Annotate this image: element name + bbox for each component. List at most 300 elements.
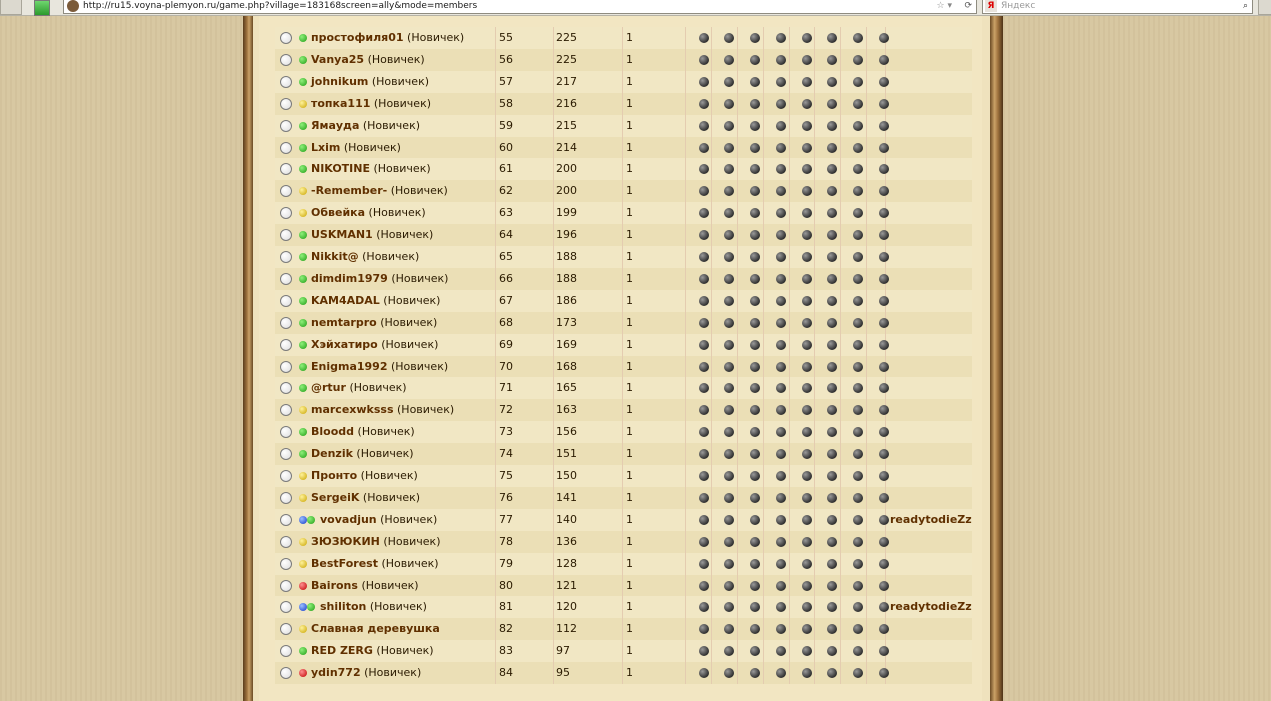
- member-select-radio[interactable]: [280, 207, 292, 219]
- column-separator: [789, 575, 790, 597]
- permission-dot-icon: [853, 143, 863, 153]
- status-yellow-icon: [299, 625, 307, 633]
- player-name-link[interactable]: Ямауда: [311, 118, 360, 132]
- permission-dot-icon: [853, 208, 863, 218]
- member-select-radio[interactable]: [280, 339, 292, 351]
- member-select-radio[interactable]: [280, 273, 292, 285]
- column-separator: [737, 399, 738, 421]
- permission-dot-icon: [776, 143, 786, 153]
- column-separator: [840, 290, 841, 312]
- member-select-radio[interactable]: [280, 667, 292, 679]
- permission-dot-icon: [724, 427, 734, 437]
- player-place: 74: [499, 447, 513, 461]
- column-separator: [737, 246, 738, 268]
- member-row: [275, 399, 972, 421]
- player-name-link[interactable]: @rtur: [311, 381, 346, 395]
- permission-dot-icon: [776, 230, 786, 240]
- status-green-icon: [299, 647, 307, 655]
- permission-dot-icon: [827, 186, 837, 196]
- player-villages: 1: [626, 622, 633, 636]
- permission-dot-icon: [776, 405, 786, 415]
- permission-dot-icon: [699, 602, 709, 612]
- player-name-cell: [311, 49, 425, 71]
- column-separator: [711, 465, 712, 487]
- column-separator: [840, 531, 841, 553]
- permission-dot-icon: [802, 405, 812, 415]
- player-rank: (Новичек): [377, 556, 439, 570]
- player-name-link[interactable]: shiliton: [320, 600, 367, 614]
- permission-dot-icon: [827, 340, 837, 350]
- column-separator: [495, 180, 496, 202]
- player-place: 75: [499, 469, 513, 482]
- player-name-cell: [311, 487, 420, 509]
- player-name-cell: [311, 553, 439, 575]
- permission-dot-icon: [699, 537, 709, 547]
- permission-dot-icon: [724, 274, 734, 284]
- member-row: [275, 224, 972, 246]
- column-separator: [789, 224, 790, 246]
- player-name-link[interactable]: Bairons: [311, 578, 358, 592]
- column-separator: [553, 531, 554, 553]
- player-rank: (Новичек): [368, 74, 429, 88]
- column-separator: [711, 618, 712, 640]
- permission-dot-icon: [827, 208, 837, 218]
- column-separator: [553, 180, 554, 202]
- player-rank: (Новичек): [364, 52, 425, 66]
- column-separator: [553, 290, 554, 312]
- column-separator: [622, 115, 623, 137]
- player-villages: 1: [626, 403, 633, 417]
- column-separator: [495, 246, 496, 268]
- column-separator: [789, 509, 790, 531]
- permission-dot-icon: [724, 99, 734, 109]
- column-separator: [737, 137, 738, 159]
- column-separator: [495, 487, 496, 509]
- column-separator: [840, 49, 841, 71]
- search-icon[interactable]: ⌕: [1242, 1, 1248, 11]
- permission-dot-icon: [879, 493, 889, 503]
- player-villages: 1: [626, 666, 633, 680]
- column-separator: [495, 575, 496, 597]
- player-name-link[interactable]: ЗЮЗЮКИН: [311, 534, 380, 548]
- column-separator: [866, 334, 867, 356]
- player-name-link[interactable]: vovadjun: [320, 512, 377, 526]
- player-points: 199: [556, 206, 577, 220]
- member-select-radio[interactable]: [280, 514, 292, 526]
- permission-dot-icon: [776, 99, 786, 109]
- permission-dot-icon: [853, 274, 863, 284]
- column-separator: [814, 268, 815, 290]
- player-points: 97: [556, 644, 570, 658]
- player-name-link[interactable]: Bloodd: [311, 425, 355, 439]
- player-name-link[interactable]: NIKOTINE: [311, 162, 370, 176]
- status-yellow-icon: [299, 560, 307, 568]
- column-separator: [495, 531, 496, 553]
- column-separator: [553, 202, 554, 224]
- column-separator: [553, 137, 554, 159]
- player-name-link[interactable]: RED ZERG: [311, 644, 373, 658]
- column-separator: [866, 421, 867, 443]
- player-rank: (Новичек): [360, 666, 422, 680]
- column-separator: [789, 49, 790, 71]
- player-rank: (Новичек): [393, 403, 455, 417]
- column-separator: [840, 399, 841, 421]
- column-separator: [711, 312, 712, 334]
- permission-dot-icon: [776, 559, 786, 569]
- column-separator: [737, 268, 738, 290]
- permission-dot-icon: [724, 471, 734, 481]
- column-separator: [866, 137, 867, 159]
- column-separator: [763, 290, 764, 312]
- member-select-radio[interactable]: [280, 426, 292, 438]
- player-place: 62: [499, 184, 513, 198]
- permission-dot-icon: [699, 427, 709, 437]
- player-villages: 1: [626, 293, 633, 307]
- permission-dot-icon: [853, 515, 863, 525]
- column-separator: [763, 399, 764, 421]
- permission-dot-icon: [853, 121, 863, 131]
- column-separator: [622, 71, 623, 93]
- reload-icon[interactable]: ⟳: [964, 1, 972, 11]
- permission-dot-icon: [750, 537, 760, 547]
- player-rank: (Новичек): [372, 644, 434, 658]
- column-separator: [866, 115, 867, 137]
- permission-dot-icon: [750, 449, 760, 459]
- column-separator: [711, 443, 712, 465]
- column-separator: [553, 246, 554, 268]
- permission-dot-icon: [802, 318, 812, 328]
- player-name-link[interactable]: Хэйхатиро: [311, 337, 378, 351]
- browser-toolbar: [0, 0, 1271, 16]
- column-separator: [840, 137, 841, 159]
- player-name-link[interactable]: dimdim1979: [311, 271, 388, 285]
- column-separator: [866, 93, 867, 115]
- member-select-radio[interactable]: [280, 601, 292, 613]
- member-row: [275, 465, 972, 487]
- column-separator: [763, 224, 764, 246]
- player-name-link[interactable]: Denzik: [311, 447, 353, 461]
- column-separator: [814, 487, 815, 509]
- column-separator: [553, 71, 554, 93]
- player-points: 215: [556, 118, 577, 132]
- player-rank: (Новичек): [376, 512, 438, 526]
- permission-dot-icon: [724, 143, 734, 153]
- address-bar[interactable]: [63, 0, 977, 14]
- player-points: 140: [556, 512, 577, 526]
- permission-dot-icon: [699, 449, 709, 459]
- player-villages: 1: [626, 206, 633, 220]
- player-name-link[interactable]: Nikkit@: [311, 250, 359, 263]
- permission-dot-icon: [802, 274, 812, 284]
- member-select-radio[interactable]: [280, 448, 292, 460]
- player-points: 136: [556, 534, 577, 548]
- player-place: 67: [499, 293, 513, 307]
- player-place: 83: [499, 644, 513, 658]
- member-select-radio[interactable]: [280, 120, 292, 132]
- permission-dot-icon: [750, 296, 760, 306]
- column-separator: [685, 575, 686, 597]
- member-select-radio[interactable]: [280, 54, 292, 66]
- column-separator: [685, 202, 686, 224]
- player-name-link[interactable]: простофиля01: [311, 31, 404, 44]
- column-separator: [763, 93, 764, 115]
- member-select-radio[interactable]: [280, 229, 292, 241]
- member-row: [275, 334, 972, 356]
- player-name-link[interactable]: KAM4ADAL: [311, 293, 380, 307]
- player-rank: (Новичек): [379, 293, 441, 307]
- member-select-radio[interactable]: [280, 623, 292, 635]
- member-select-radio[interactable]: [280, 645, 292, 657]
- column-separator: [840, 246, 841, 268]
- member-select-radio[interactable]: [280, 98, 292, 110]
- member-select-radio[interactable]: [280, 76, 292, 88]
- player-points: 169: [556, 337, 577, 351]
- permission-dot-icon: [827, 624, 837, 634]
- permission-dot-icon: [802, 537, 812, 547]
- member-select-radio[interactable]: [280, 558, 292, 570]
- player-name-cell: [311, 290, 440, 312]
- column-separator: [763, 487, 764, 509]
- permission-dot-icon: [879, 99, 889, 109]
- column-separator: [622, 640, 623, 662]
- player-name-link[interactable]: ydin772: [311, 666, 361, 680]
- member-select-radio[interactable]: [280, 32, 292, 44]
- permission-dot-icon: [853, 99, 863, 109]
- member-select-radio[interactable]: [280, 185, 292, 197]
- member-row: [275, 312, 972, 334]
- player-name-link[interactable]: Пронто: [311, 469, 358, 482]
- permission-dot-icon: [827, 537, 837, 547]
- column-separator: [763, 531, 764, 553]
- permission-dot-icon: [827, 515, 837, 525]
- member-select-radio[interactable]: [280, 295, 292, 307]
- status-green-icon: [299, 165, 307, 173]
- permission-dot-icon: [879, 405, 889, 415]
- column-separator: [737, 334, 738, 356]
- column-separator: [553, 115, 554, 137]
- player-name-cell: [320, 596, 427, 618]
- player-points: 150: [556, 469, 577, 482]
- status-red-icon: [299, 669, 307, 677]
- permission-dot-icon: [750, 340, 760, 350]
- permission-dot-icon: [853, 537, 863, 547]
- member-select-radio[interactable]: [280, 163, 292, 175]
- back-button[interactable]: [0, 0, 22, 15]
- player-villages: 1: [626, 534, 633, 548]
- member-row: [275, 662, 972, 684]
- member-select-radio[interactable]: [280, 251, 292, 263]
- member-select-radio[interactable]: [280, 404, 292, 416]
- player-name-link[interactable]: Lxim: [311, 140, 341, 154]
- column-separator: [763, 115, 764, 137]
- player-name-cell: [311, 180, 448, 202]
- column-separator: [495, 399, 496, 421]
- permission-dot-icon: [750, 230, 760, 240]
- column-separator: [866, 224, 867, 246]
- column-separator: [685, 509, 686, 531]
- bookmarks-icon[interactable]: [34, 0, 50, 16]
- player-name-link[interactable]: USKMAN1: [311, 228, 373, 242]
- column-separator: [622, 662, 623, 684]
- permission-dot-icon: [879, 121, 889, 131]
- column-separator: [840, 509, 841, 531]
- column-separator: [685, 158, 686, 180]
- player-points: 151: [556, 447, 577, 461]
- player-name-cell: [311, 421, 415, 443]
- permission-dot-icon: [776, 449, 786, 459]
- search-bar[interactable]: [982, 0, 1253, 14]
- permission-dot-icon: [699, 33, 709, 43]
- column-separator: [763, 27, 764, 49]
- permission-dot-icon: [827, 252, 837, 262]
- permission-dot-icon: [724, 624, 734, 634]
- permission-dot-icon: [879, 274, 889, 284]
- member-select-radio[interactable]: [280, 361, 292, 373]
- column-separator: [622, 575, 623, 597]
- player-name-link[interactable]: Vanya25: [311, 52, 365, 66]
- permission-dot-icon: [750, 99, 760, 109]
- column-separator: [495, 202, 496, 224]
- column-separator: [866, 27, 867, 49]
- column-separator: [622, 290, 623, 312]
- player-name-link[interactable]: marcexwksss: [311, 403, 394, 417]
- member-row: [275, 27, 972, 49]
- member-select-radio[interactable]: [280, 580, 292, 592]
- player-name-link[interactable]: топка111: [311, 96, 371, 110]
- column-separator: [495, 640, 496, 662]
- column-separator: [495, 27, 496, 49]
- member-select-radio[interactable]: [280, 317, 292, 329]
- player-name-link[interactable]: BestForest: [311, 556, 378, 570]
- permission-dot-icon: [776, 602, 786, 612]
- menu-button[interactable]: [1258, 0, 1271, 15]
- column-separator: [789, 487, 790, 509]
- permission-dot-icon: [776, 33, 786, 43]
- column-separator: [737, 553, 738, 575]
- player-rank: (Новичек): [345, 381, 407, 395]
- status-yellow-icon: [299, 472, 307, 480]
- column-separator: [553, 49, 554, 71]
- player-rank: (Новичек): [376, 315, 438, 329]
- player-place: 66: [499, 271, 513, 285]
- column-separator: [866, 553, 867, 575]
- permission-dot-icon: [724, 252, 734, 262]
- column-separator: [814, 93, 815, 115]
- player-villages: 1: [626, 381, 633, 395]
- column-separator: [711, 509, 712, 531]
- player-name-cell: [311, 640, 434, 662]
- player-name-link[interactable]: nemtarpro: [311, 315, 377, 329]
- member-select-radio[interactable]: [280, 470, 292, 482]
- permission-dot-icon: [802, 99, 812, 109]
- member-select-radio[interactable]: [280, 382, 292, 394]
- column-separator: [789, 356, 790, 378]
- column-separator: [685, 531, 686, 553]
- column-separator: [737, 49, 738, 71]
- player-name-link[interactable]: Обвейка: [311, 206, 366, 220]
- player-villages: 1: [626, 490, 633, 504]
- permission-dot-icon: [776, 515, 786, 525]
- column-separator: [840, 268, 841, 290]
- column-separator: [711, 158, 712, 180]
- permission-dot-icon: [724, 33, 734, 43]
- member-row: [275, 356, 972, 378]
- column-separator: [763, 377, 764, 399]
- permission-dot-icon: [750, 427, 760, 437]
- player-name-link[interactable]: Славная деревушка: [311, 622, 440, 636]
- frame-border-right: [990, 16, 1003, 701]
- member-select-radio[interactable]: [280, 536, 292, 548]
- column-separator: [789, 268, 790, 290]
- column-separator: [814, 71, 815, 93]
- permission-dot-icon: [724, 318, 734, 328]
- player-rank: (Новичек): [387, 271, 449, 285]
- permission-dot-icon: [699, 515, 709, 525]
- permission-dot-icon: [750, 559, 760, 569]
- column-separator: [866, 443, 867, 465]
- permission-dot-icon: [879, 471, 889, 481]
- column-separator: [685, 399, 686, 421]
- column-separator: [763, 246, 764, 268]
- member-select-radio[interactable]: [280, 142, 292, 154]
- permission-dot-icon: [853, 427, 863, 437]
- column-separator: [814, 202, 815, 224]
- player-name-link[interactable]: johnikum: [311, 74, 369, 88]
- player-name-link[interactable]: -Remember-: [311, 184, 388, 198]
- column-separator: [763, 180, 764, 202]
- column-separator: [814, 356, 815, 378]
- member-row: [275, 531, 972, 553]
- column-separator: [685, 618, 686, 640]
- member-select-radio[interactable]: [280, 492, 292, 504]
- permission-dot-icon: [827, 296, 837, 306]
- permission-dot-icon: [724, 230, 734, 240]
- player-rank: (Новичек): [387, 184, 448, 198]
- player-name-link[interactable]: SergeiK: [311, 490, 360, 504]
- column-separator: [622, 356, 623, 378]
- status-green-icon: [299, 319, 307, 327]
- player-name-link[interactable]: Enigma1992: [311, 359, 388, 373]
- bookmark-star-icon[interactable]: ☆ ▾: [936, 1, 952, 11]
- permission-dot-icon: [853, 602, 863, 612]
- player-rank: (Новичек): [340, 140, 401, 154]
- column-separator: [789, 202, 790, 224]
- permission-dot-icon: [827, 471, 837, 481]
- column-separator: [711, 377, 712, 399]
- column-separator: [737, 290, 738, 312]
- column-separator: [763, 158, 764, 180]
- column-separator: [840, 27, 841, 49]
- column-separator: [495, 312, 496, 334]
- column-separator: [814, 596, 815, 618]
- permission-dot-icon: [699, 559, 709, 569]
- column-separator: [711, 596, 712, 618]
- player-name-cell: [311, 662, 421, 684]
- player-place: 76: [499, 490, 513, 504]
- column-separator: [711, 575, 712, 597]
- permission-dot-icon: [776, 77, 786, 87]
- permission-dot-icon: [699, 383, 709, 393]
- column-separator: [789, 312, 790, 334]
- column-separator: [495, 662, 496, 684]
- player-points: 165: [556, 381, 577, 395]
- permission-dot-icon: [699, 164, 709, 174]
- column-separator: [711, 268, 712, 290]
- column-separator: [840, 377, 841, 399]
- permission-dot-icon: [724, 493, 734, 503]
- player-place: 84: [499, 666, 513, 680]
- column-separator: [553, 553, 554, 575]
